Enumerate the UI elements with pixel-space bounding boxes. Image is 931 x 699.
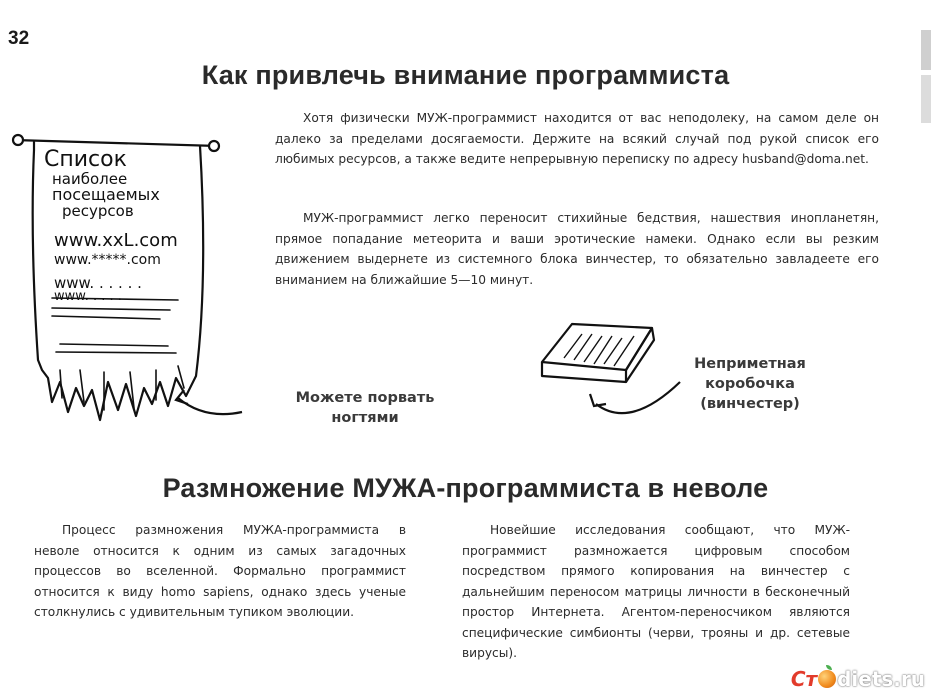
section-title-reproduction: Размножение МУЖА-программиста в неволе bbox=[162, 473, 769, 503]
caption-drive-line-1: Неприметная bbox=[694, 356, 806, 372]
caption-drive-line-3: (винчестер) bbox=[700, 396, 800, 412]
arrow-right bbox=[596, 382, 680, 413]
list-line-8: www. . . . . bbox=[54, 289, 122, 304]
watermark-logo bbox=[791, 664, 925, 694]
watermark-part1: Ст bbox=[790, 667, 818, 691]
caption-drive-line-2: коробочка bbox=[705, 376, 795, 392]
list-line-6: www.*****.com bbox=[54, 252, 161, 268]
list-line-2: наиболее bbox=[52, 170, 128, 188]
watermark-part2: diets.ru bbox=[837, 667, 925, 691]
list-line-3: посещаемых bbox=[52, 185, 160, 204]
paragraph-attention-2: МУЖ-программист легко переносит стихийные бедствия, нашествия инопланетян, прямое попадание метеорита и ваши эротические намеки. Однако если вы резким движением выдернете из системного блока винчестер, то обязательно завладеете его вниманием на ближайшие 5—10 минут. bbox=[275, 211, 879, 287]
drive-top bbox=[542, 324, 652, 370]
list-line-5: www.xxL.com bbox=[54, 230, 178, 251]
torn-list-illustration bbox=[0, 120, 250, 430]
caption-tear-line-1: Можете порвать bbox=[295, 390, 435, 406]
caption-tear-line-2: ногтями bbox=[331, 410, 399, 426]
list-line-1: Список bbox=[44, 147, 127, 172]
page-number: 32 bbox=[8, 28, 30, 49]
section-title-attention: Как привлечь внимание программиста bbox=[201, 60, 730, 90]
paragraph-attention-1: Хотя физически МУЖ-программист находится от вас неподолеку, на самом деле он далеко за пределами досягаемости. Держите на всякий случай под рукой список его любимых ресурсов, а также ведите непрерывную переписку по адресу husband@doma.net. bbox=[275, 111, 879, 166]
list-line-4: ресурсов bbox=[62, 202, 134, 220]
paragraph-reproduction-col2: Новейшие исследования сообщают, что МУЖ-программист размножается цифровым способом посредством прямого копирования на винчестер с дальнейшим переносом матрицы личности в бесконечный простор Интернета. Агентом-переносчиком являются специфические симбионты (черви, трояны и др. сетевые вирусы). bbox=[462, 523, 850, 660]
hanger-pin-right bbox=[209, 141, 219, 151]
caption-drive bbox=[680, 354, 820, 414]
caption-tear bbox=[270, 388, 460, 428]
apple-icon bbox=[818, 670, 836, 688]
hard-drive-illustration bbox=[530, 320, 700, 420]
arrow-left bbox=[178, 398, 242, 414]
hanger-bar bbox=[14, 140, 218, 146]
list-line-7: www. . . . . . bbox=[54, 274, 142, 292]
hanger-pin-left bbox=[13, 135, 23, 145]
paragraph-reproduction-col1: Процесс размножения МУЖА-программиста в неволе относится к одним из самых загадочных процессов во вселенной. Формально программист относится к виду homo sapiens, однако здесь ученые столкнулись с удивительным тупиком эволюции. bbox=[34, 523, 406, 619]
